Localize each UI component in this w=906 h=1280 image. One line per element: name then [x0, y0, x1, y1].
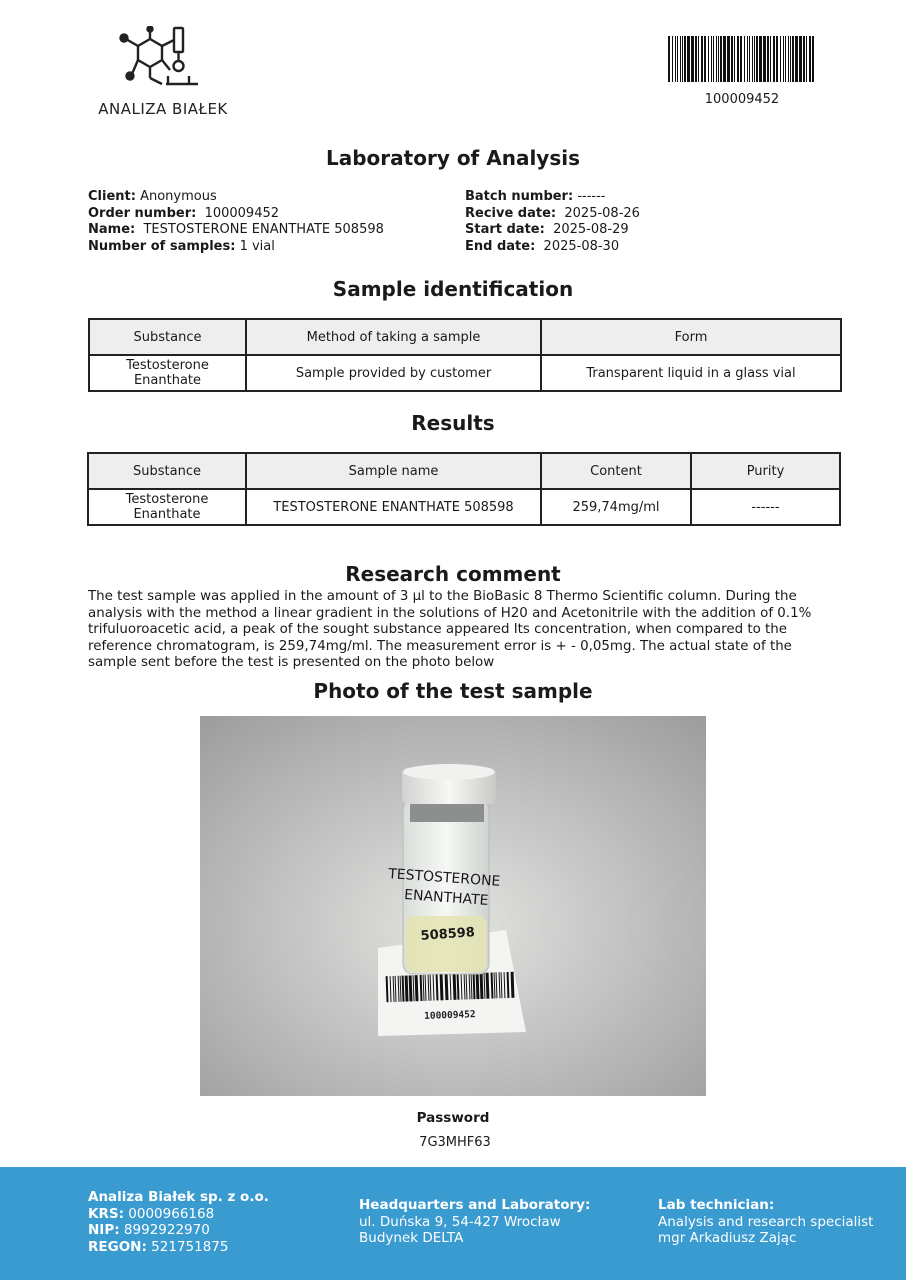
receive-value: 2025-08-26 [564, 205, 640, 221]
batch-label: Batch number: [465, 189, 574, 204]
column-header: Substance [88, 453, 246, 489]
footer-headquarters [359, 1197, 590, 1247]
batch-row [465, 189, 640, 206]
order-info-left [88, 189, 384, 255]
name-label: Name: [88, 222, 136, 237]
column-header: Substance [89, 319, 246, 355]
password-value: 7G3MHF63 [419, 1135, 491, 1150]
samples-row [88, 239, 384, 256]
molecule-microscope-icon [118, 26, 208, 98]
column-header: Method of taking a sample [246, 319, 541, 355]
nip-value: 8992922970 [123, 1222, 210, 1238]
krs-value: 0000966168 [128, 1205, 215, 1222]
sample-identification-title: Sample identification [332, 277, 574, 301]
receive-label: Recive date: [465, 205, 557, 221]
table-header-row [89, 319, 841, 355]
start-value: 2025-08-29 [553, 222, 629, 237]
tech-name: mgr Arkadiusz Zając [658, 1230, 797, 1246]
batch-value: ------ [577, 189, 606, 204]
barcode-icon [668, 36, 816, 82]
sample-identification-table [88, 318, 842, 392]
company-name: Analiza Białek sp. z o.o. [88, 1189, 269, 1205]
name-value: TESTOSTERONE ENANTHATE 508598 [143, 222, 384, 237]
column-header: Form [541, 319, 841, 355]
krs-label: KRS: [88, 1205, 124, 1222]
order-value: 100009452 [204, 205, 280, 221]
footer-company [88, 1189, 269, 1255]
start-label: Start date: [465, 222, 545, 237]
table-row [89, 355, 841, 391]
photo-barcode-number: 100009452 [423, 1009, 476, 1022]
column-header: Purity [691, 453, 840, 489]
table-cell: Sample provided by customer [246, 355, 541, 391]
start-row [465, 222, 640, 239]
name-row [88, 222, 384, 239]
company-logo [88, 26, 238, 118]
regon-value: 521751875 [151, 1238, 229, 1255]
results-table [87, 452, 841, 526]
regon-label: REGON: [88, 1238, 147, 1255]
page-title: Laboratory of Analysis [326, 146, 580, 170]
receive-row [465, 206, 640, 223]
results-title: Results [411, 411, 495, 435]
sample-photo [200, 716, 706, 1096]
samples-label: Number of samples: [88, 238, 236, 254]
logo-text: ANALIZA BIAŁEK [98, 100, 228, 118]
table-cell: Transparent liquid in a glass vial [541, 355, 841, 391]
barcode [668, 36, 816, 107]
table-cell: ------ [691, 489, 840, 525]
order-info-right [465, 189, 640, 255]
end-value: 2025-08-30 [543, 238, 620, 254]
client-label: Client: [88, 189, 136, 204]
samples-value: 1 vial [239, 238, 275, 254]
table-header-row [88, 453, 840, 489]
client-row [88, 189, 384, 206]
end-label: End date: [465, 238, 536, 254]
research-comment-title: Research comment [345, 562, 561, 586]
order-row [88, 206, 384, 223]
table-cell: TESTOSTERONE ENANTHATE 508598 [246, 489, 541, 525]
hq-building: Budynek DELTA [359, 1230, 464, 1246]
vial-label-line1: TESTOSTERONE [387, 866, 501, 890]
end-row [465, 239, 640, 256]
table-row [88, 489, 840, 525]
client-value: Anonymous [140, 189, 217, 204]
password-label: Password [416, 1110, 490, 1126]
column-header: Content [541, 453, 691, 489]
nip-label: NIP: [88, 1222, 120, 1238]
research-comment-text: The test sample was applied in the amount of 3 µl to the BioBasic 8 Thermo Scientific column. During the analysis with the method a linear gradient in the solutions of H20 and Acetonitrile with the addition of 0.1% trifuluoroacetic acid, a peak of the sought substance appeared Its concentration, when compared to the reference chromatogram, is 259,74mg/ml. The measurement error is + - 0,05mg. The actual state of the sample sent before the test is presented on the photo below [88, 589, 812, 670]
tech-title: Lab technician: [658, 1197, 775, 1213]
footer-technician [658, 1197, 873, 1247]
table-cell: Testosterone Enanthate [89, 355, 246, 391]
footer [0, 1167, 906, 1280]
hq-address: ul. Duńska 9, 54-427 Wrocław [359, 1213, 561, 1230]
hq-title: Headquarters and Laboratory: [359, 1197, 591, 1213]
column-header: Sample name [246, 453, 541, 489]
tech-role: Analysis and research specialist [658, 1213, 874, 1230]
table-cell: Testosterone Enanthate [88, 489, 246, 525]
table-cell: 259,74mg/ml [541, 489, 691, 525]
order-label: Order number: [88, 205, 197, 221]
vial-photo-image [200, 716, 706, 1096]
vial-label-line2: ENANTHATE [403, 887, 489, 909]
vial-batch: 508598 [420, 925, 476, 944]
photo-title: Photo of the test sample [313, 679, 593, 703]
barcode-number: 100009452 [704, 92, 780, 107]
